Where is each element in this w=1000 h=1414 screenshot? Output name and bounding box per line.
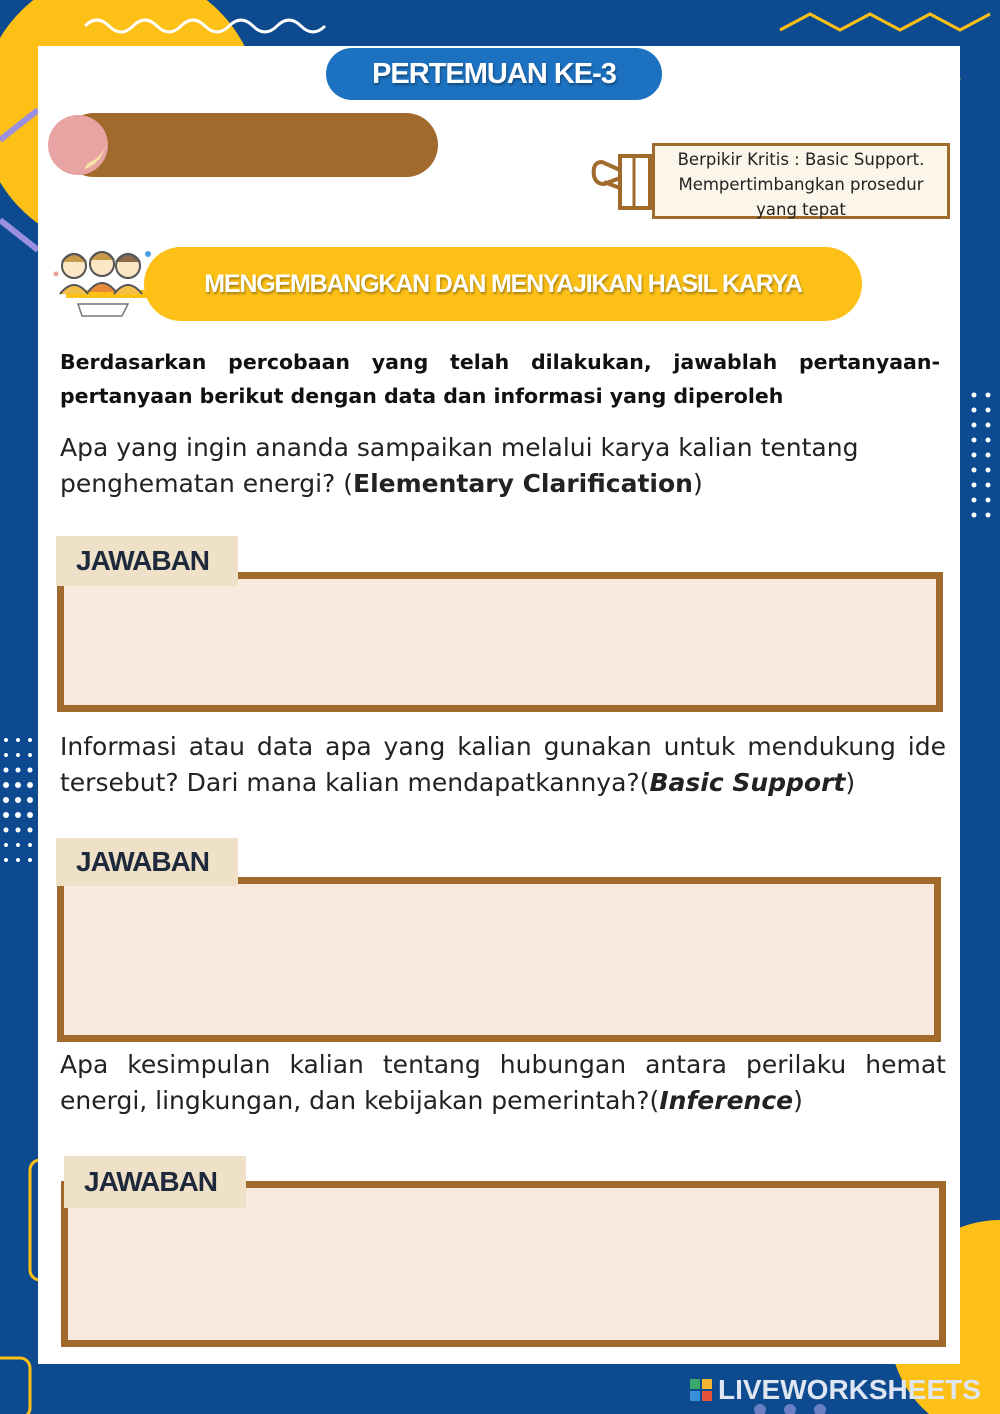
answer-tag-2-label: JAWABAN bbox=[76, 846, 210, 877]
question-2-close: ) bbox=[845, 768, 856, 797]
answer-tag-2 bbox=[56, 838, 238, 886]
logo-square-e bbox=[702, 1391, 712, 1401]
liveworksheets-logo-icon bbox=[690, 1379, 712, 1401]
question-2-skill: Basic Support bbox=[649, 768, 846, 797]
tag-wave-edge bbox=[56, 834, 238, 842]
question-1-skill: Elementary Clarification bbox=[353, 469, 693, 498]
answer-tag-3-label: JAWABAN bbox=[84, 1166, 218, 1197]
answer-tag-3 bbox=[64, 1156, 246, 1208]
instruction-text: Berdasarkan percobaan yang telah dilakukan, jawablah pertanyaan-pertanyaan berikut dengan data dan informasi yang diperoleh bbox=[60, 350, 940, 408]
yellow-outline-rect-bottom bbox=[0, 1358, 30, 1414]
question-1-text: Apa yang ingin ananda sampaikan melalui karya kalian tentang penghematan energi? ( bbox=[60, 433, 859, 498]
logo-square-i bbox=[702, 1379, 712, 1389]
tag-wave-edge bbox=[64, 1152, 246, 1160]
logo-square-v bbox=[690, 1391, 700, 1401]
question-2-text: Informasi atau data apa yang kalian gunakan untuk mendukung ide tersebut? Dari mana kalian mendapatkannya?( bbox=[60, 732, 946, 797]
question-3 bbox=[60, 1047, 946, 1119]
pink-sticker-icon bbox=[48, 113, 112, 177]
page-title: PERTEMUAN KE-3 bbox=[326, 48, 662, 100]
purple-stripe-2 bbox=[0, 220, 38, 250]
binder-clip-icon bbox=[590, 148, 660, 216]
critical-thinking-line-3: yang tepat bbox=[756, 200, 846, 219]
logo-square-l bbox=[690, 1379, 700, 1389]
question-3-skill: Inference bbox=[659, 1086, 794, 1115]
question-3-close: ) bbox=[793, 1086, 803, 1115]
students-illustration-icon bbox=[52, 244, 158, 318]
question-3-text: Apa kesimpulan kalian tentang hubungan antara perilaku hemat energi, lingkungan, dan kebijakan pemerintah?( bbox=[60, 1050, 946, 1115]
dot-pattern-right bbox=[972, 393, 991, 518]
liveworksheets-brand-text: LIVEWORKSHEETS bbox=[718, 1374, 981, 1405]
question-2 bbox=[60, 729, 946, 801]
liveworksheets-logo[interactable] bbox=[690, 1374, 981, 1406]
critical-thinking-line-2: Mempertimbangkan prosedur bbox=[678, 175, 924, 194]
decorative-brown-bar bbox=[62, 113, 438, 177]
critical-thinking-box bbox=[652, 143, 950, 219]
answer-box-1[interactable] bbox=[57, 572, 943, 712]
tag-wave-edge bbox=[56, 532, 238, 540]
question-1 bbox=[60, 430, 946, 502]
yellow-zigzag-line bbox=[780, 14, 990, 30]
answer-box-2[interactable] bbox=[57, 877, 941, 1042]
dot-pattern-left bbox=[3, 738, 33, 862]
critical-thinking-line-1: Berpikir Kritis : Basic Support. bbox=[677, 150, 925, 169]
answer-tag-1 bbox=[56, 536, 238, 586]
section-title: MENGEMBANGKAN DAN MENYAJIKAN HASIL KARYA bbox=[144, 247, 862, 321]
answer-tag-1-label: JAWABAN bbox=[76, 545, 210, 576]
question-1-close: ) bbox=[692, 469, 703, 498]
